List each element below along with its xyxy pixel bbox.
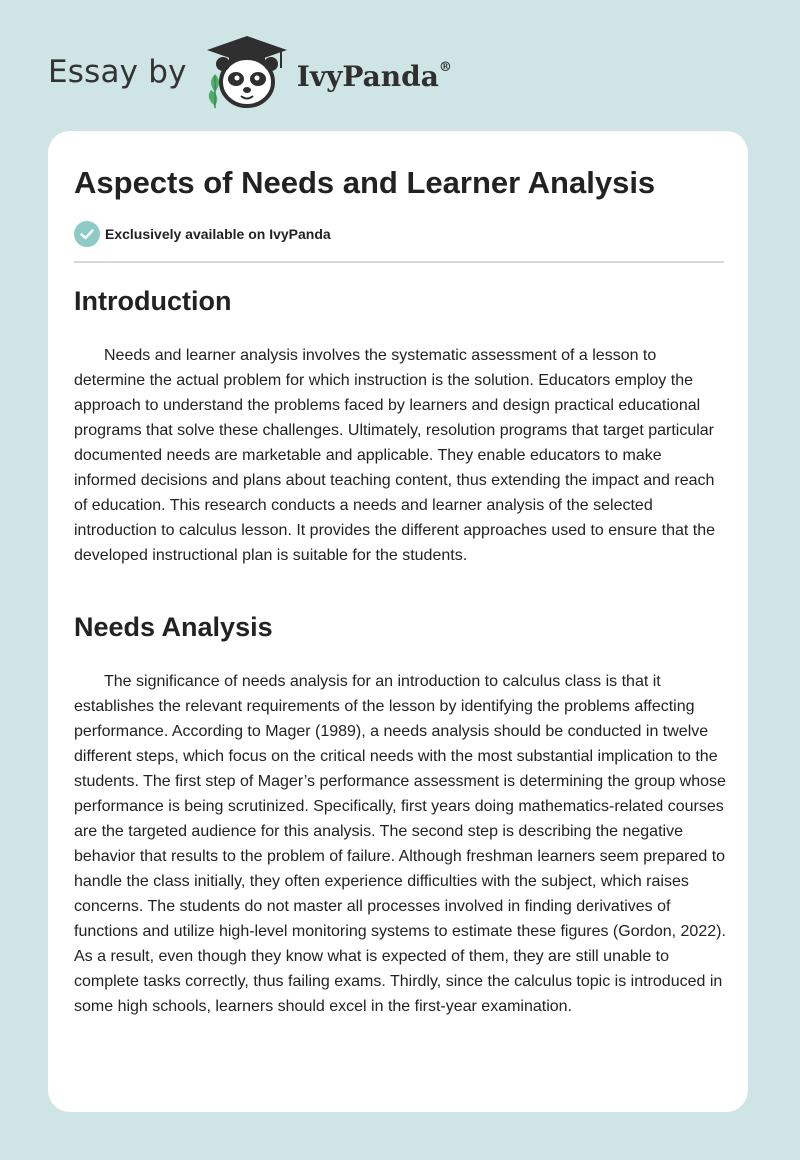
exclusive-badge-text: Exclusively available on IvyPanda (105, 226, 331, 242)
exclusive-badge (74, 221, 331, 247)
section-paragraph-introduction: Needs and learner analysis involves the systematic assessment of a lesson to determine the actual problem for which instruction is the solution. Educators employ the approach to understand the problems faced by learners and design practical educational programs that solve these challenges. Ultimately, resolution programs that target particular documented needs are marketable and applicable. They enable educators to make informed decisions and plans about teaching content, thus extending the impact and reach of education. This research conducts a needs and learner analysis of the selected introduction to calculus lesson. It provides the different approaches used to ensure that the developed instructional plan is suitable for the students. (74, 347, 715, 564)
panda-with-graduation-cap-icon[interactable] (201, 34, 293, 110)
site-header (48, 34, 452, 110)
brand-name[interactable] (297, 60, 452, 93)
title-divider (74, 261, 724, 263)
article-card (48, 131, 748, 1112)
brand-name-text: IvyPanda (296, 59, 439, 93)
section-heading-introduction: Introduction (74, 286, 232, 316)
essay-by-label: Essay by (48, 54, 187, 90)
section-paragraph-needs-analysis: The significance of needs analysis for an introduction to calculus class is that it establishes the relevant requirements of the lesson by identifying the problems affecting performance. According to Mager (1989), a needs analysis should be conducted in twelve different steps, which focus on the critical needs with the most substantial implication to the students. The first step of Mager’s performance assessment is determining the group whose performance is being scrutinized. Specifically, first years doing mathematics-related courses are the targeted audience for this analysis. The second step is describing the negative behavior that results to the problem of failure. Although freshman learners seem prepared to handle the class initially, they often experience difficulties with the subject, which raises concerns. The students do not master all processes involved in finding derivatives of functions and utilize high-level monitoring systems to estimate these figures (Gordon, 2022). As a result, even though they know what is expected of them, they are still unable to complete tasks correctly, thus failing exams. Thirdly, since the calculus topic is introduced in some high schools, learners should excel in the first-year examination. (74, 673, 726, 1015)
registered-mark: ® (438, 60, 452, 76)
article-title: Aspects of Needs and Learner Analysis (74, 165, 656, 200)
section-heading-needs-analysis: Needs Analysis (74, 612, 273, 642)
check-circle-icon (74, 221, 100, 247)
